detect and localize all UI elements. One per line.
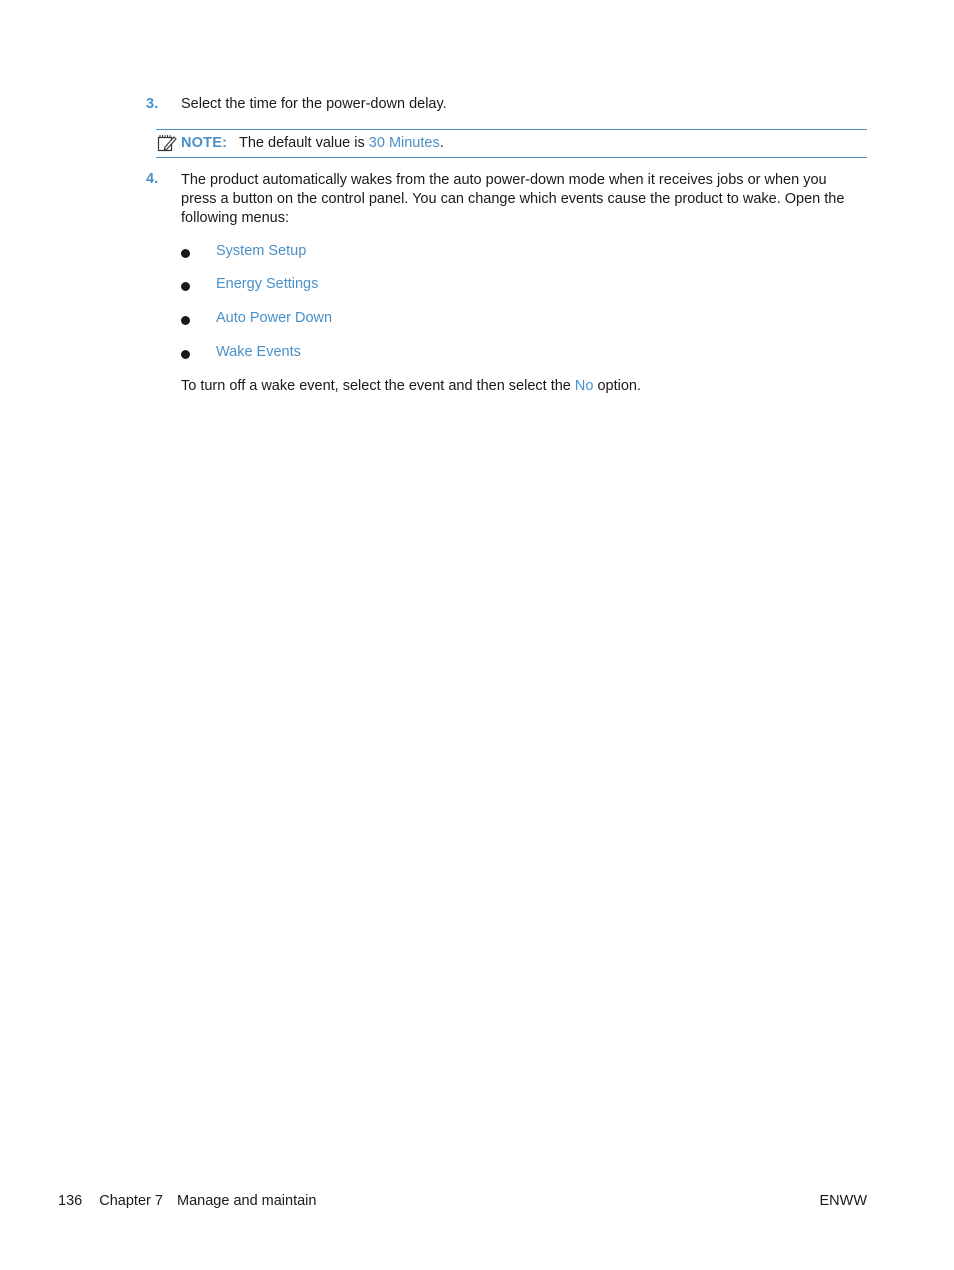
step-4-number: 4. xyxy=(146,171,159,187)
footer-enww: ENWW xyxy=(819,1193,867,1209)
note-text-before: The default value is xyxy=(239,135,365,151)
step-3-text: Select the time for the power-down delay. xyxy=(181,96,447,112)
step-3-number: 3. xyxy=(146,96,159,112)
chapter-label: Chapter 7 xyxy=(99,1193,163,1209)
page-footer-left xyxy=(58,1193,316,1209)
note-text xyxy=(239,135,444,151)
closing-link-no[interactable]: No xyxy=(574,378,594,394)
bullet-icon xyxy=(181,316,190,325)
menu-link-energy-settings[interactable]: Energy Settings xyxy=(216,276,319,292)
menu-link-auto-power-down[interactable]: Auto Power Down xyxy=(216,310,333,326)
menu-link-wake-events[interactable]: Wake Events xyxy=(216,344,301,360)
closing-text-after: option. xyxy=(597,378,642,394)
bullet-icon xyxy=(181,249,190,258)
step-4-line-1: The product automatically wakes from the auto power-down mode when it receives jobs or when you xyxy=(181,172,827,188)
note-label: NOTE: xyxy=(181,135,228,151)
note-link-30-minutes[interactable]: 30 Minutes xyxy=(368,135,440,151)
menu-link-system-setup[interactable]: System Setup xyxy=(216,243,307,259)
closing-text-before: To turn off a wake event, select the event and then select the xyxy=(181,378,571,394)
closing-paragraph xyxy=(181,378,641,394)
chapter-title: Manage and maintain xyxy=(177,1193,317,1209)
note-pencil-icon xyxy=(157,134,177,152)
step-4-line-2: press a button on the control panel. You can change which events cause the product to wake. Open the xyxy=(181,191,845,207)
step-4-line-3: following menus: xyxy=(181,210,289,226)
note-text-after: . xyxy=(439,135,444,151)
step-4-text xyxy=(181,171,871,228)
bullet-icon xyxy=(181,282,190,291)
note-box xyxy=(156,129,867,158)
page-number: 136 xyxy=(58,1193,83,1209)
bullet-icon xyxy=(181,350,190,359)
